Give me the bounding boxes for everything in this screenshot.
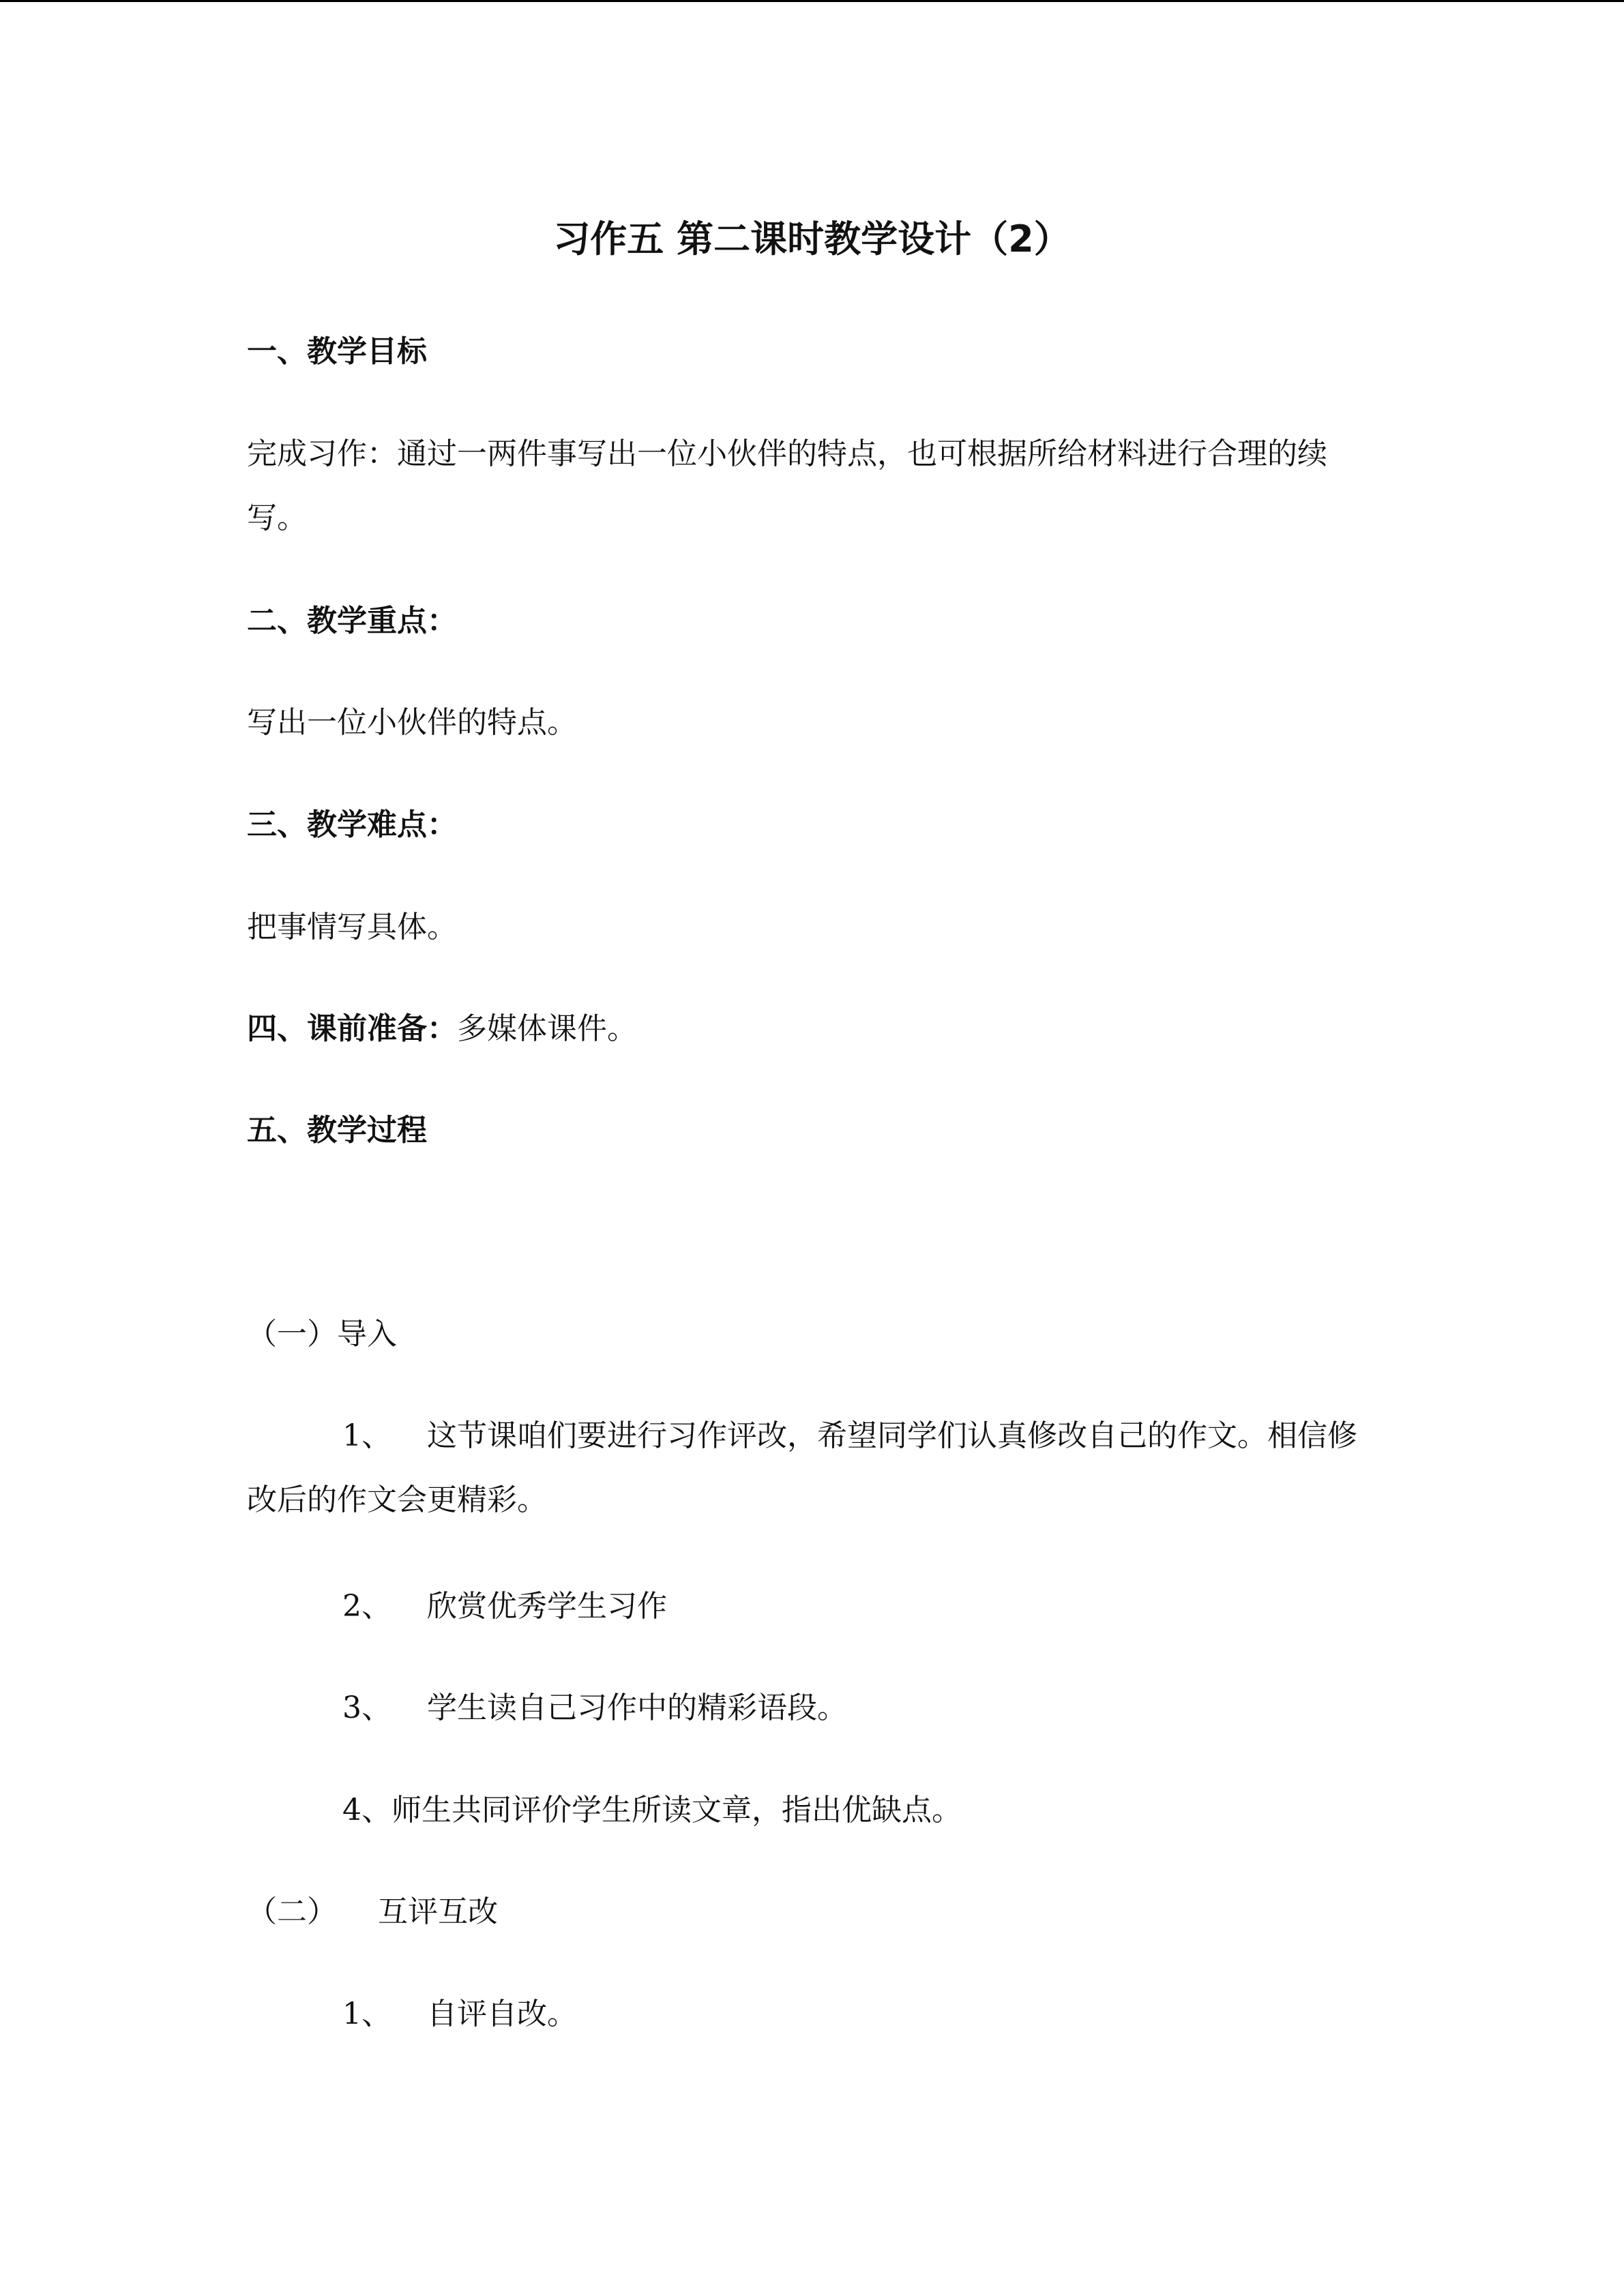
list-item-text: 学生读自己习作中的精彩语段。 bbox=[427, 1690, 847, 1725]
list-item-number: 2、 bbox=[342, 1589, 392, 1624]
difficulty-heading: 三、教学难点： bbox=[247, 807, 457, 842]
list-item-text: 这节课咱们要进行习作评改，希望同学们认真修改自己的作文。相信修改后的作文会更精彩。 bbox=[247, 1418, 1357, 1517]
prep-line bbox=[247, 1010, 1386, 1048]
goal-heading: 一、教学目标 bbox=[247, 334, 427, 369]
goal-text: 完成习作：通过一两件事写出一位小伙伴的特点，也可根据所给材料进行合理的续写。 bbox=[247, 436, 1327, 535]
prep-text: 多媒体课件。 bbox=[457, 1011, 637, 1046]
key-heading: 二、教学重点： bbox=[247, 603, 457, 638]
part2-item-1 bbox=[247, 1995, 1386, 2033]
part1-item-4 bbox=[247, 1791, 1386, 1830]
list-item-number: 1、 bbox=[342, 1418, 392, 1453]
part1-item-2 bbox=[247, 1587, 1386, 1626]
list-item-text: 欣赏优秀学生习作 bbox=[427, 1589, 667, 1624]
part2-heading-number: （二） bbox=[247, 1894, 337, 1929]
key-text: 写出一位小伙伴的特点。 bbox=[247, 705, 577, 740]
list-item-number: 3、 bbox=[342, 1690, 392, 1725]
part1-heading: （一）导入 bbox=[247, 1317, 397, 1352]
part2-heading bbox=[247, 1893, 1386, 1931]
part2-heading-text: 互评互改 bbox=[378, 1894, 498, 1929]
list-item-text: 4、师生共同评价学生所读文章，指出优缺点。 bbox=[342, 1793, 962, 1828]
list-item-number: 1、 bbox=[342, 1997, 392, 2031]
document-title: 习作五 第二课时教学设计（2） bbox=[553, 218, 1071, 260]
part1-item-3 bbox=[247, 1689, 1386, 1727]
prep-heading: 四、课前准备： bbox=[247, 1011, 457, 1046]
process-heading: 五、教学过程 bbox=[247, 1113, 427, 1148]
part1-item-1 bbox=[247, 1404, 1386, 1532]
difficulty-text: 把事情写具体。 bbox=[247, 910, 457, 944]
list-item-text: 自评自改。 bbox=[427, 1997, 577, 2031]
